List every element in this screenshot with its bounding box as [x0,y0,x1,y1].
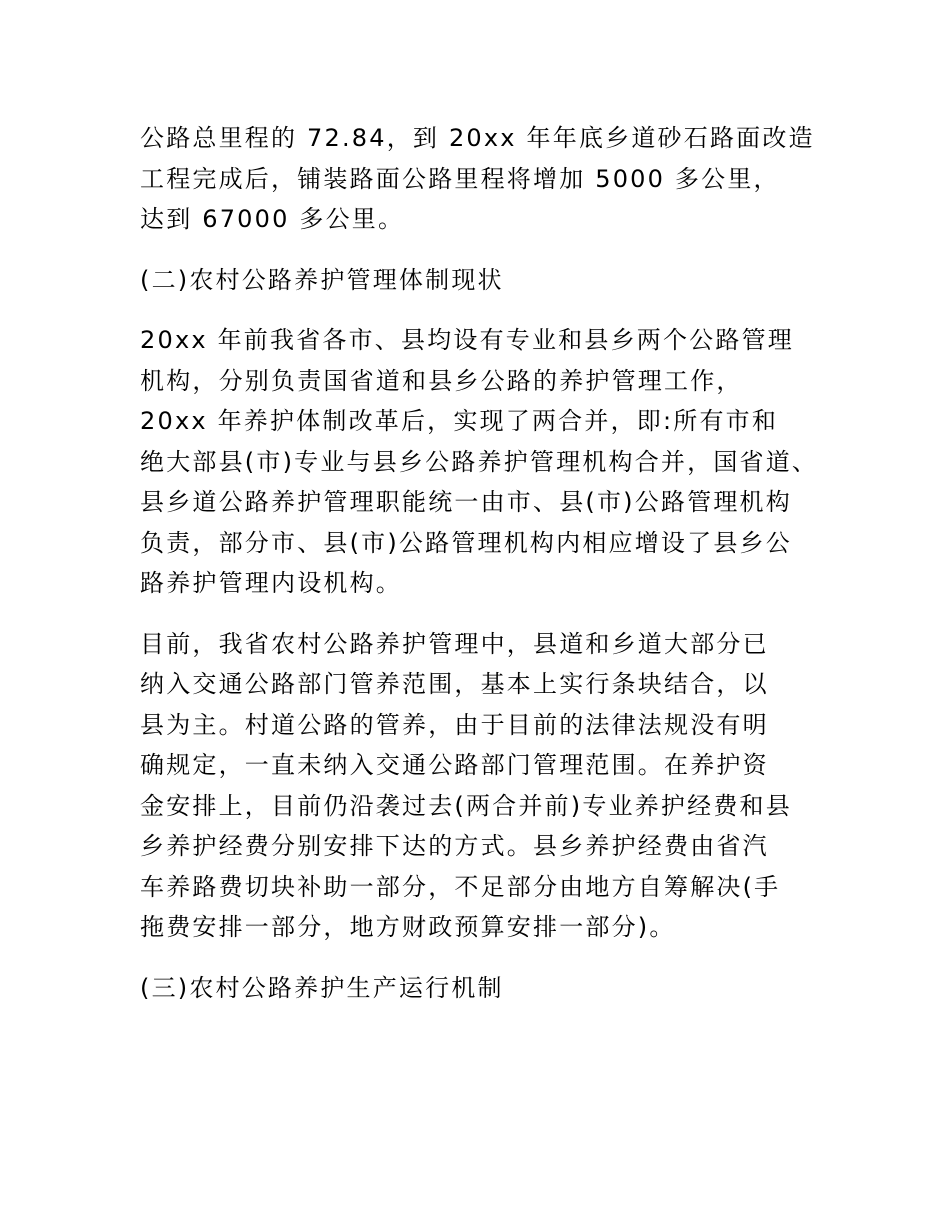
heading-text: (二)农村公路养护管理体制现状 [140,265,504,294]
text-line: 路养护管理内设机构。 [140,569,402,597]
text-line: 绝大部县(市)专业与县乡公路养护管理机构合并，国省道、 [140,447,819,476]
text-line: 机构，分别负责国省道和县乡公路的养护管理工作， [140,366,743,395]
paragraph-mileage [140,118,830,240]
text-line: 乡养护经费分别安排下达的方式。县乡养护经费由省汽 [140,832,769,860]
text-line: 金安排上，目前仍沿袭过去(两合并前)专业养护经费和县 [140,791,792,820]
text-line: 车养路费切块补助一部分，不足部分由地方自筹解决(手 [140,872,781,901]
text-line: 达到 67000 多公里。 [140,205,405,233]
text-line: 县乡道公路养护管理职能统一由市、县(市)公路管理机构 [140,488,792,516]
paragraph-management-system [140,320,830,604]
paragraph-current-status [140,624,830,948]
text-line: 纳入交通公路部门管养范围，基本上实行条块结合，以 [140,670,769,698]
text-line: 县为主。村道公路的管养，由于目前的法律法规没有明 [140,710,769,739]
section-heading-2 [140,260,830,301]
text-line: 工程完成后，铺装路面公路里程将增加 5000 多公里， [140,164,780,193]
text-line: 公路总里程的 72.84，到 20xx 年年底乡道砂石路面改造 [140,124,815,152]
text-line: 拖费安排一部分，地方财政预算安排一部分)。 [140,913,676,941]
text-line: 确规定，一直未纳入交通公路部门管理范围。在养护资 [140,751,769,779]
text-line: 20xx 年前我省各市、县均设有专业和县乡两个公路管理 [140,326,794,354]
heading-text: (三)农村公路养护生产运行机制 [140,973,504,1002]
section-heading-3 [140,968,830,1009]
text-line: 目前，我省农村公路养护管理中，县道和乡道大部分已 [140,629,769,658]
text-line: 负责，部分市、县(市)公路管理机构内相应增设了县乡公 [140,528,792,557]
text-line: 20xx 年养护体制改革后，实现了两合并，即:所有市和 [140,407,779,435]
document-body [140,118,830,1028]
